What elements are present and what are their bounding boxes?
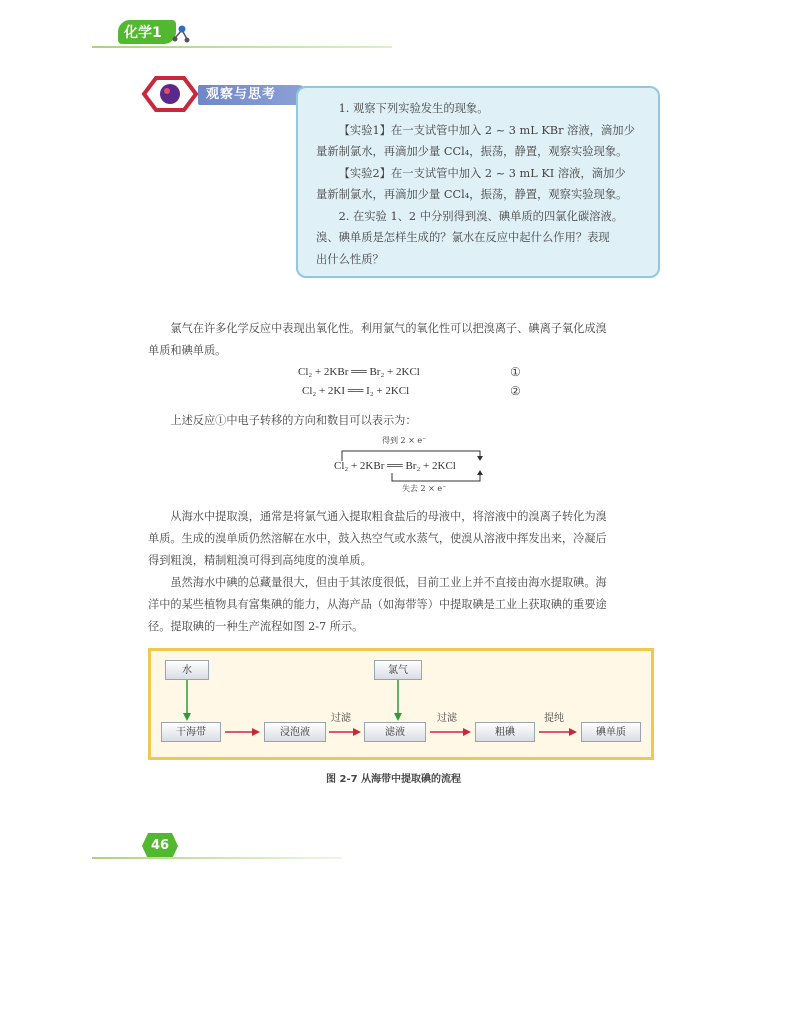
paragraph-4-line-1: 虽然海水中碘的总藏量很大，但由于其浓度很低，目前工业上并不直接由海水提取碘。海: [170, 576, 607, 589]
paragraph-1-line-1: 氯气在许多化学反应中表现出氧化性。利用氯气的氧化性可以把溴离子、碘离子氧化成溴: [170, 322, 607, 335]
equation-1-number: ①: [510, 365, 521, 379]
flow-step-crude-iodine: 粗碘: [475, 722, 535, 742]
green-down-arrow-water: [183, 680, 191, 721]
flow-step-dried-kelp: 干海带: [161, 722, 221, 742]
paragraph-1: [148, 318, 668, 362]
paragraph-1-line-2: 单质和碘单质。: [148, 344, 227, 357]
lose-electron-label: 失去 2 × e⁻: [402, 484, 447, 493]
question-2-line-2: 溴、碘单质是怎样生成的？氯水在反应中起什么作用？表现: [316, 231, 610, 244]
flow-step-iodine: 碘单质: [581, 722, 641, 742]
experiment-2-line-1: 【实验2】在一支试管中加入 2 ~ 3 mL KI 溶液，滴加少: [338, 166, 626, 180]
section-tag: [198, 85, 308, 105]
electron-transfer-diagram: [330, 433, 520, 497]
eye-emblem-icon: [140, 76, 200, 112]
section-tag-text: 观察与思考: [206, 87, 277, 102]
page-number: 46: [150, 838, 170, 853]
equation-2: Cl₂ + 2KI ══ I₂ + 2KCl: [302, 385, 410, 397]
equation-2-number: ②: [510, 384, 521, 398]
header-rule: [92, 46, 392, 48]
iodine-extraction-flow-diagram: [148, 648, 654, 760]
red-arrow-3: [430, 728, 471, 736]
paragraph-3-line-2: 单质。生成的溴单质仍然溶解在水中，鼓入热空气或水蒸气，使溴从溶液中挥发出来，冷凝后: [148, 532, 607, 545]
flow-input-chlorine: 氯气: [374, 660, 422, 680]
flow-arrows: [151, 651, 651, 757]
flow-input-water: 水: [165, 660, 209, 680]
equation-1: Cl₂ + 2KBr ══ Br₂ + 2KCl: [298, 366, 420, 378]
experiment-1-line-1: 【实验1】在一支试管中加入 2 ~ 3 mL KBr 溶液，滴加少: [338, 123, 635, 137]
paragraph-4-line-2: 洋中的某些植物具有富集碘的能力，从海产品（如海带等）中提取碘是工业上获取碘的重要途: [148, 598, 607, 611]
electron-diagram-equation: Cl₂ + 2KBr ══ Br₂ + 2KCl: [334, 460, 456, 472]
question-1: 1. 观察下列实验发生的现象。: [338, 102, 489, 115]
paragraph-4: [148, 572, 668, 638]
arrow-label-filter-1: 过滤: [331, 713, 351, 724]
paragraph-3: [148, 506, 668, 572]
question-2-line-3: 出什么性质？: [316, 252, 384, 266]
arrow-label-filter-2: 过滤: [437, 713, 457, 724]
experiment-1-line-2: 量新制氯水，再滴加少量 CCl₄，振荡，静置，观察实验现象。: [316, 145, 628, 158]
paragraph-2: [148, 410, 668, 432]
paragraph-3-line-3: 得到粗溴，精制粗溴可得到高纯度的溴单质。: [148, 554, 372, 567]
red-arrow-1: [225, 728, 260, 736]
page-number-badge: [142, 833, 178, 859]
experiment-2-line-2: 量新制氯水，再滴加少量 CCl₄，振荡，静置，观察实验现象。: [316, 188, 628, 201]
paragraph-3-line-1: 从海水中提取溴，通常是将氯气通入提取粗食盐后的母液中，将溶液中的溴离子转化为溴: [170, 510, 607, 523]
header-badge-text: 化学1: [124, 25, 162, 41]
green-down-arrow-chlorine: [394, 680, 402, 721]
gain-electron-label: 得到 2 × e⁻: [382, 436, 427, 445]
molecule-icon: [172, 22, 190, 44]
question-box: [296, 86, 660, 278]
question-2-line-1: 2. 在实验 1、2 中分别得到溴、碘单质的四氯化碳溶液。: [338, 209, 624, 223]
arrow-label-purify: 提纯: [544, 713, 564, 724]
red-arrow-2: [329, 728, 361, 736]
figure-caption: 图 2-7 从海带中提取碘的流程: [326, 774, 462, 785]
paragraph-4-line-3: 径。提取碘的一种生产流程如图 2-7 所示。: [148, 620, 364, 633]
flow-step-filtrate: 滤液: [364, 722, 426, 742]
red-arrow-4: [539, 728, 577, 736]
footer-rule: [92, 857, 342, 859]
paragraph-2-text: 上述反应①中电子转移的方向和数目可以表示为：: [170, 414, 417, 427]
flow-step-soak-liquid: 浸泡液: [264, 722, 326, 742]
header-badge: [118, 18, 188, 48]
